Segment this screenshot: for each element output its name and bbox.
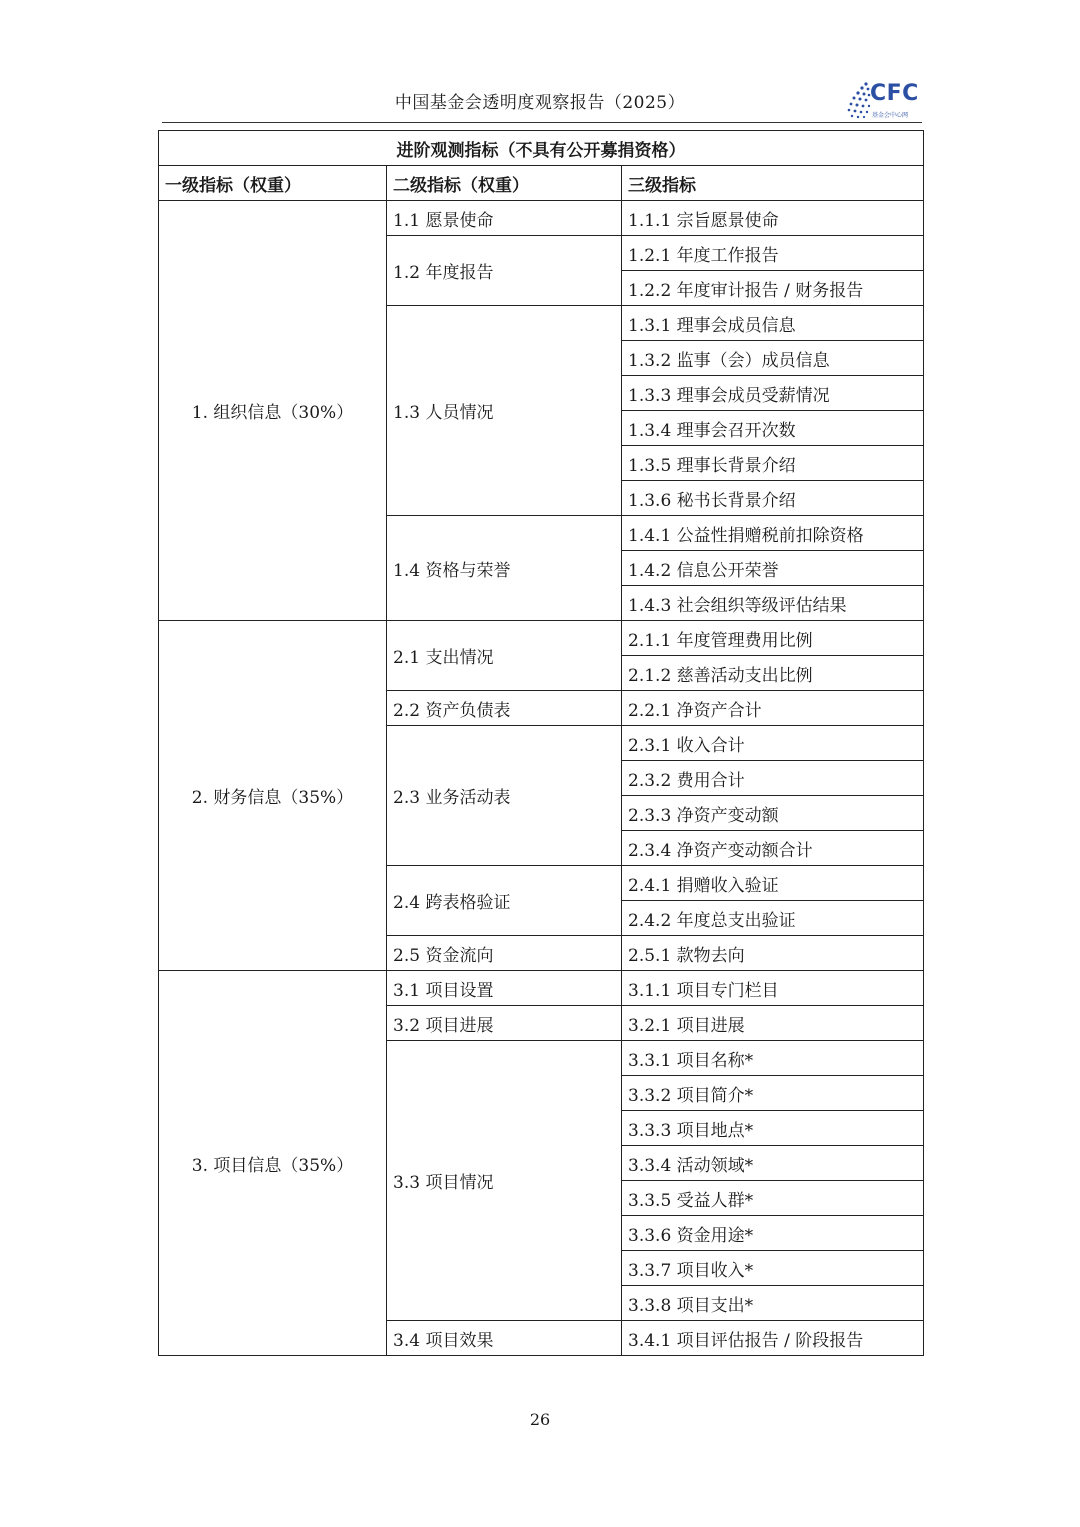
report-title: 中国基金会透明度观察报告（2025） — [394, 93, 686, 113]
level3-cell: 3.3.2 项目简介* — [622, 1076, 924, 1111]
table-caption-row — [159, 131, 924, 166]
column-header-level2: 二级指标（权重） — [387, 166, 622, 201]
table-caption: 进阶观测指标（不具有公开募捐资格） — [159, 131, 924, 166]
level3-cell: 3.2.1 项目进展 — [622, 1006, 924, 1041]
indicator-table — [158, 130, 924, 1356]
level3-cell: 2.3.1 收入合计 — [622, 726, 924, 761]
table-header-row — [159, 166, 924, 201]
level3-cell: 1.3.6 秘书长背景介绍 — [622, 481, 924, 516]
level3-cell: 3.3.3 项目地点* — [622, 1111, 924, 1146]
level3-cell: 2.3.4 净资产变动额合计 — [622, 831, 924, 866]
level3-cell: 2.2.1 净资产合计 — [622, 691, 924, 726]
level1-cell: 1. 组织信息（30%） — [159, 201, 387, 621]
level3-cell: 3.3.4 活动领域* — [622, 1146, 924, 1181]
level3-cell: 1.4.3 社会组织等级评估结果 — [622, 586, 924, 621]
level3-cell: 1.3.4 理事会召开次数 — [622, 411, 924, 446]
level3-cell: 3.3.1 项目名称* — [622, 1041, 924, 1076]
level2-cell: 2.3 业务活动表 — [387, 726, 622, 866]
logo-dot-grid-icon — [846, 78, 872, 122]
level3-cell: 3.3.8 项目支出* — [622, 1286, 924, 1321]
level3-cell: 1.3.2 监事（会）成员信息 — [622, 341, 924, 376]
level2-cell: 1.3 人员情况 — [387, 306, 622, 516]
level3-cell: 1.4.2 信息公开荣誉 — [622, 551, 924, 586]
level3-cell: 2.5.1 款物去向 — [622, 936, 924, 971]
level3-cell: 1.3.3 理事会成员受薪情况 — [622, 376, 924, 411]
level3-cell: 1.1.1 宗旨愿景使命 — [622, 201, 924, 236]
level3-cell: 1.3.5 理事长背景介绍 — [622, 446, 924, 481]
level1-cell: 2. 财务信息（35%） — [159, 621, 387, 971]
level3-cell: 1.4.1 公益性捐赠税前扣除资格 — [622, 516, 924, 551]
level2-cell: 2.1 支出情况 — [387, 621, 622, 691]
level3-cell: 3.3.7 项目收入* — [622, 1251, 924, 1286]
level3-cell: 1.2.1 年度工作报告 — [622, 236, 924, 271]
level1-cell: 3. 项目信息（35%） — [159, 971, 387, 1356]
level3-cell: 2.1.1 年度管理费用比例 — [622, 621, 924, 656]
level2-cell: 1.4 资格与荣誉 — [387, 516, 622, 621]
table-row — [159, 621, 924, 656]
page-number: 26 — [529, 1410, 551, 1429]
column-header-level3: 三级指标 — [622, 166, 924, 201]
level3-cell: 1.2.2 年度审计报告 / 财务报告 — [622, 271, 924, 306]
logo-text: CFC — [870, 81, 919, 106]
level2-cell: 3.3 项目情况 — [387, 1041, 622, 1321]
level3-cell: 3.4.1 项目评估报告 / 阶段报告 — [622, 1321, 924, 1356]
level2-cell: 2.2 资产负债表 — [387, 691, 622, 726]
level2-cell: 2.5 资金流向 — [387, 936, 622, 971]
level3-cell: 2.4.1 捐赠收入验证 — [622, 866, 924, 901]
level3-cell: 1.3.1 理事会成员信息 — [622, 306, 924, 341]
level2-cell: 2.4 跨表格验证 — [387, 866, 622, 936]
level2-cell: 3.2 项目进展 — [387, 1006, 622, 1041]
cfc-logo — [846, 78, 924, 122]
level3-cell: 3.1.1 项目专门栏目 — [622, 971, 924, 1006]
table-row — [159, 971, 924, 1006]
table-row — [159, 201, 924, 236]
level3-cell: 2.3.2 费用合计 — [622, 761, 924, 796]
level2-cell: 3.1 项目设置 — [387, 971, 622, 1006]
level2-cell: 1.2 年度报告 — [387, 236, 622, 306]
level2-cell: 3.4 项目效果 — [387, 1321, 622, 1356]
level3-cell: 3.3.5 受益人群* — [622, 1181, 924, 1216]
level3-cell: 2.4.2 年度总支出验证 — [622, 901, 924, 936]
level3-cell: 2.3.3 净资产变动额 — [622, 796, 924, 831]
level3-cell: 3.3.6 资金用途* — [622, 1216, 924, 1251]
column-header-level1: 一级指标（权重） — [159, 166, 387, 201]
level2-cell: 1.1 愿景使命 — [387, 201, 622, 236]
level3-cell: 2.1.2 慈善活动支出比例 — [622, 656, 924, 691]
logo-subtext: 基金会中心网 — [872, 112, 909, 119]
header-divider — [162, 122, 922, 123]
